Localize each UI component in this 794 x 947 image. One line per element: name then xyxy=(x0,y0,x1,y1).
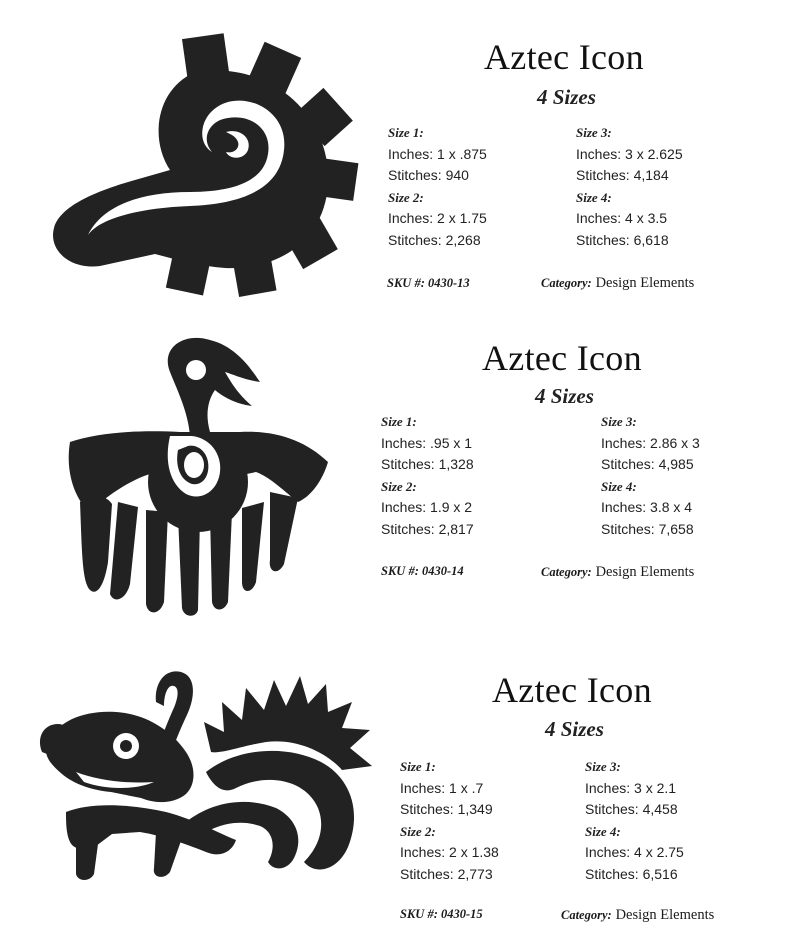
size-stitches: Stitches: 2,268 xyxy=(388,231,481,248)
size-label: Size 4: xyxy=(601,478,637,494)
product-title: Aztec Icon xyxy=(482,338,642,378)
sku-code: SKU #: 0430-13 xyxy=(387,276,470,290)
size-stitches: Stitches: 1,328 xyxy=(381,456,474,472)
size-stitches: Stitches: 7,658 xyxy=(601,520,694,537)
size-inches: Inches: .95 x 1 xyxy=(381,434,473,451)
sku-code: SKU #: 0430-15 xyxy=(400,907,483,921)
size-stitches: Stitches: 4,985 xyxy=(601,456,694,472)
serpent-dragon-glyph-icon xyxy=(36,662,376,882)
size-stitches: Stitches: 1,349 xyxy=(400,801,493,817)
size-inches: Inches: 2 x 1.75 xyxy=(388,210,487,226)
size-inches: Inches: 4 x 3.5 xyxy=(576,210,668,226)
size-stitches: Stitches: 2,817 xyxy=(381,520,474,537)
sku-code: SKU #: 0430-14 xyxy=(381,564,464,578)
size-label: Size 4: xyxy=(576,189,612,205)
size-label: Size 3: xyxy=(585,759,621,774)
product-subtitle: 4 Sizes xyxy=(535,384,594,408)
size-label: Size 4: xyxy=(585,823,621,839)
size-label: Size 2: xyxy=(388,189,424,205)
size-inches: Inches: 1.9 x 2 xyxy=(381,499,473,515)
category-label: Category: xyxy=(541,276,592,290)
size-stitches: Stitches: 6,618 xyxy=(576,231,669,248)
size-stitches: Stitches: 940 xyxy=(388,167,469,183)
size-inches: Inches: 3 x 2.1 xyxy=(585,779,677,796)
product-title: Aztec Icon xyxy=(484,37,644,77)
size-column-left xyxy=(400,756,499,885)
category-value: Design Elements xyxy=(615,907,715,923)
size-inches: Inches: 2.86 x 3 xyxy=(601,434,700,451)
size-inches: Inches: 1 x .7 xyxy=(400,779,484,796)
size-label: Size 1: xyxy=(400,759,436,774)
size-inches: Inches: 2 x 1.38 xyxy=(400,844,499,860)
size-stitches: Stitches: 4,458 xyxy=(585,801,678,817)
size-inches: Inches: 3 x 2.625 xyxy=(576,145,683,162)
size-stitches: Stitches: 6,516 xyxy=(585,865,678,882)
category xyxy=(561,906,714,924)
size-label: Size 3: xyxy=(576,125,612,140)
size-stitches: Stitches: 4,184 xyxy=(576,167,669,183)
size-label: Size 2: xyxy=(381,478,417,494)
category-label: Category: xyxy=(561,908,612,922)
size-stitches: Stitches: 2,773 xyxy=(400,865,493,882)
size-inches: Inches: 3.8 x 4 xyxy=(601,499,693,515)
product-subtitle: 4 Sizes xyxy=(545,717,604,741)
size-label: Size 3: xyxy=(601,414,637,429)
category-value: Design Elements xyxy=(595,564,695,580)
category-label: Category: xyxy=(541,565,592,579)
size-label: Size 2: xyxy=(400,823,436,839)
size-label: Size 1: xyxy=(381,414,417,429)
size-label: Size 1: xyxy=(388,125,424,140)
category-value: Design Elements xyxy=(595,275,695,291)
size-column-right xyxy=(585,756,684,885)
size-inches: Inches: 1 x .875 xyxy=(388,145,487,162)
size-inches: Inches: 4 x 2.75 xyxy=(585,844,684,860)
product-subtitle: 4 Sizes xyxy=(537,85,596,109)
product-title: Aztec Icon xyxy=(492,670,652,710)
